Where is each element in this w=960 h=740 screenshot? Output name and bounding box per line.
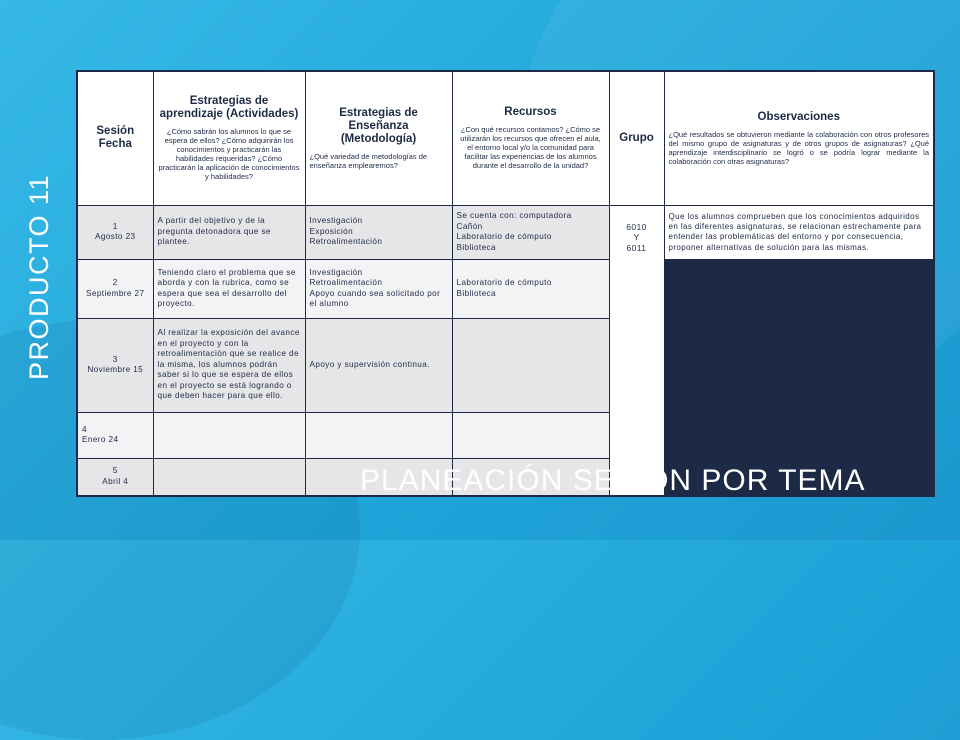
methodology-cell: Apoyo y supervisión continua. — [305, 318, 452, 412]
resources-cell: Se cuenta con: computadora Cañón Laboratorio de cómputo Biblioteca — [452, 205, 609, 259]
session-cell: 1 Agosto 23 — [77, 205, 153, 259]
resources-cell — [452, 412, 609, 458]
observations-empty-cell — [664, 259, 934, 496]
header-activities: Estrategias de aprendizaje (Actividades) ¿Cómo sabrán los alumnos lo que se espera de ellos? ¿Cómo adquirirán los conocimientos y practicarán las habilidades requeridas? ¿Cómo practicarán la aplicación de conocimientos y habilidades? — [153, 71, 305, 205]
header-row — [77, 71, 934, 205]
methodology-cell: Investigación Retroalimentación Apoyo cuando sea solicitado por el alumno — [305, 259, 452, 318]
methodology-cell — [305, 412, 452, 458]
resources-cell — [452, 318, 609, 412]
observations-cell — [664, 205, 934, 259]
activities-cell: Teniendo claro el problema que se aborda y con la rubrica, como se espera que sea el desarrollo del proyecto. — [153, 259, 305, 318]
group-cell: 6010 Y 6011 — [609, 205, 664, 496]
session-cell: 2 Septiembre 27 — [77, 259, 153, 318]
header-resources: Recursos ¿Con qué recursos contamos? ¿Cómo se utilizarán los recursos que ofrecen el aula, el entorno local y/o la comunidad para facilitar las experiencias de los alumnos durante el desarrollo de la unidad? — [452, 71, 609, 205]
observations-text: Que los alumnos comprueben que los conocimientos adquiridos en las diferentes asignaturas, se relacionan estrechamente para entender las problemáticas del entorno y por consecuencia, proponer alternativas de solución para las mismas. — [668, 211, 922, 252]
activities-cell — [153, 412, 305, 458]
session-cell: 4 Enero 24 — [77, 412, 153, 458]
header-observations: Observaciones ¿Qué resultados se obtuvieron mediante la colaboración con otros profesores del mismo grupo de asignaturas y de otros grupos de asignaturas? ¿Qué aprendizaje interdisciplinario se logró o se podría lograr mediante la colaboración con otras asignaturas? — [664, 71, 934, 205]
activities-cell: A partir del objetivo y de la pregunta detonadora que se plantee. — [153, 205, 305, 259]
session-cell: 3 Noviembre 15 — [77, 318, 153, 412]
activities-cell: Al realizar la exposición del avance en el proyecto y con la retroalimentación que se realice de la misma, los alumnos podrán saber si lo que se espera de ellos en el proyecto se está logrando o que deben hacer para que ello. — [153, 318, 305, 412]
side-title: PRODUCTO 11 — [24, 173, 54, 380]
slide-heading: PLANEACIÓN SESIÓN POR TEMA — [360, 464, 866, 497]
header-session: Sesión Fecha — [77, 71, 153, 205]
session-cell: 5 Abril 4 — [77, 458, 153, 496]
header-group: Grupo — [609, 71, 664, 205]
table-row — [77, 259, 934, 318]
planning-table — [76, 70, 935, 497]
methodology-cell: Investigación Exposición Retroalimentación — [305, 205, 452, 259]
activities-cell — [153, 458, 305, 496]
header-methodology: Estrategias de Enseñanza (Metodología) ¿Qué variedad de metodologías de enseñanza emplearemos? — [305, 71, 452, 205]
resources-cell: Laboratorio de cómputo Biblioteca — [452, 259, 609, 318]
table-row — [77, 205, 934, 259]
